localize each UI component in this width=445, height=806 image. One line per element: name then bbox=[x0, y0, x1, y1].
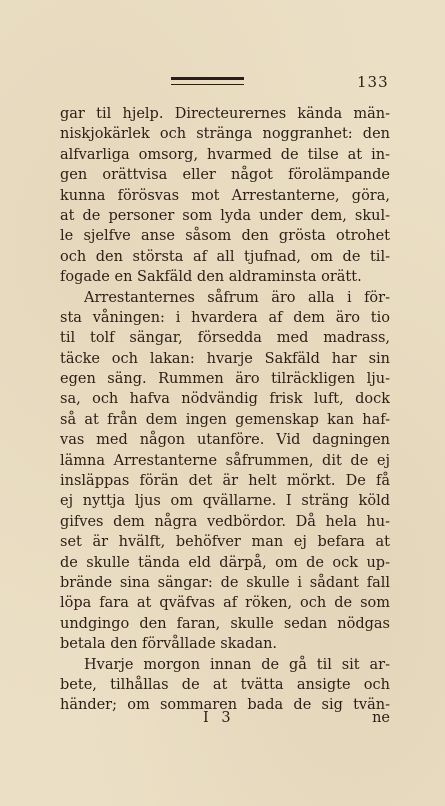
text-line: gifves dem några vedbördor. Då hela hu- bbox=[60, 513, 390, 530]
page-footer bbox=[60, 708, 390, 728]
text-line: egen säng. Rummen äro tilräckligen lju- bbox=[60, 371, 390, 388]
text-line: gen orättvisa eller något förolämpande bbox=[60, 167, 390, 184]
text-line: niskjokärlek och stränga noggranhet: den bbox=[60, 126, 390, 143]
page-number: 133 bbox=[357, 73, 389, 91]
text-line: alfvarliga omsorg, hvarmed de tilse at in- bbox=[60, 146, 390, 163]
text-line: så at från dem ingen gemenskap kan haf- bbox=[60, 411, 390, 428]
text-line: Hvarje morgon innan de gå til sit ar- bbox=[84, 656, 390, 673]
text-line: undgingo den faran, skulle sedan nödgas bbox=[60, 615, 390, 632]
body-text bbox=[60, 104, 390, 716]
text-line: insläppas förän det är helt mörkt. De få bbox=[60, 473, 390, 490]
text-line: ej nyttja ljus om qvällarne. I sträng köld bbox=[60, 493, 390, 510]
text-line: brände sina sängar: de skulle i sådant fall bbox=[60, 574, 390, 591]
text-line: fogade en Sakfäld den aldraminsta orätt. bbox=[60, 269, 362, 286]
text-line: lämna Arrestanterne såfrummen, dit de ej bbox=[60, 452, 390, 469]
header-rule bbox=[171, 77, 244, 85]
text-line: händer; om sommaren bada de sig tvän- bbox=[60, 697, 390, 714]
text-line: löpa fara at qväfvas af röken, och de som bbox=[60, 595, 390, 612]
text-line: sa, och hafva nödvändig frisk luft, dock bbox=[60, 391, 390, 408]
catchword: ne bbox=[372, 710, 390, 726]
text-line: set är hvälft, behöfver man ej befara at bbox=[60, 534, 390, 551]
signature-mark: I 3 bbox=[203, 710, 235, 726]
text-line: täcke och lakan: hvarje Sakfäld har sin bbox=[60, 350, 390, 367]
text-line: le sjelfve anse såsom den grösta otrohet bbox=[60, 228, 390, 245]
text-line: betala den förvållade skadan. bbox=[60, 636, 278, 653]
text-line: och den största af all tjufnad, om de til- bbox=[60, 248, 390, 265]
text-line: gar til hjelp. Directeurernes kända män- bbox=[60, 106, 390, 122]
text-line: til tolf sängar, försedda med madrass, bbox=[60, 330, 390, 347]
text-line: sta våningen: i hvardera af dem äro tio bbox=[60, 309, 390, 326]
text-line: at de personer som lyda under dem, skul- bbox=[60, 207, 390, 224]
text-line: de skulle tända eld därpå, om de ock up- bbox=[60, 554, 390, 571]
text-line: kunna förösvas mot Arrestanterne, göra, bbox=[60, 187, 390, 204]
text-line: vas med någon utanföre. Vid dagningen bbox=[60, 432, 390, 449]
text-line: bete, tilhållas de at tvätta ansigte och bbox=[60, 676, 390, 693]
text-line: Arrestanternes såfrum äro alla i för- bbox=[84, 289, 390, 306]
